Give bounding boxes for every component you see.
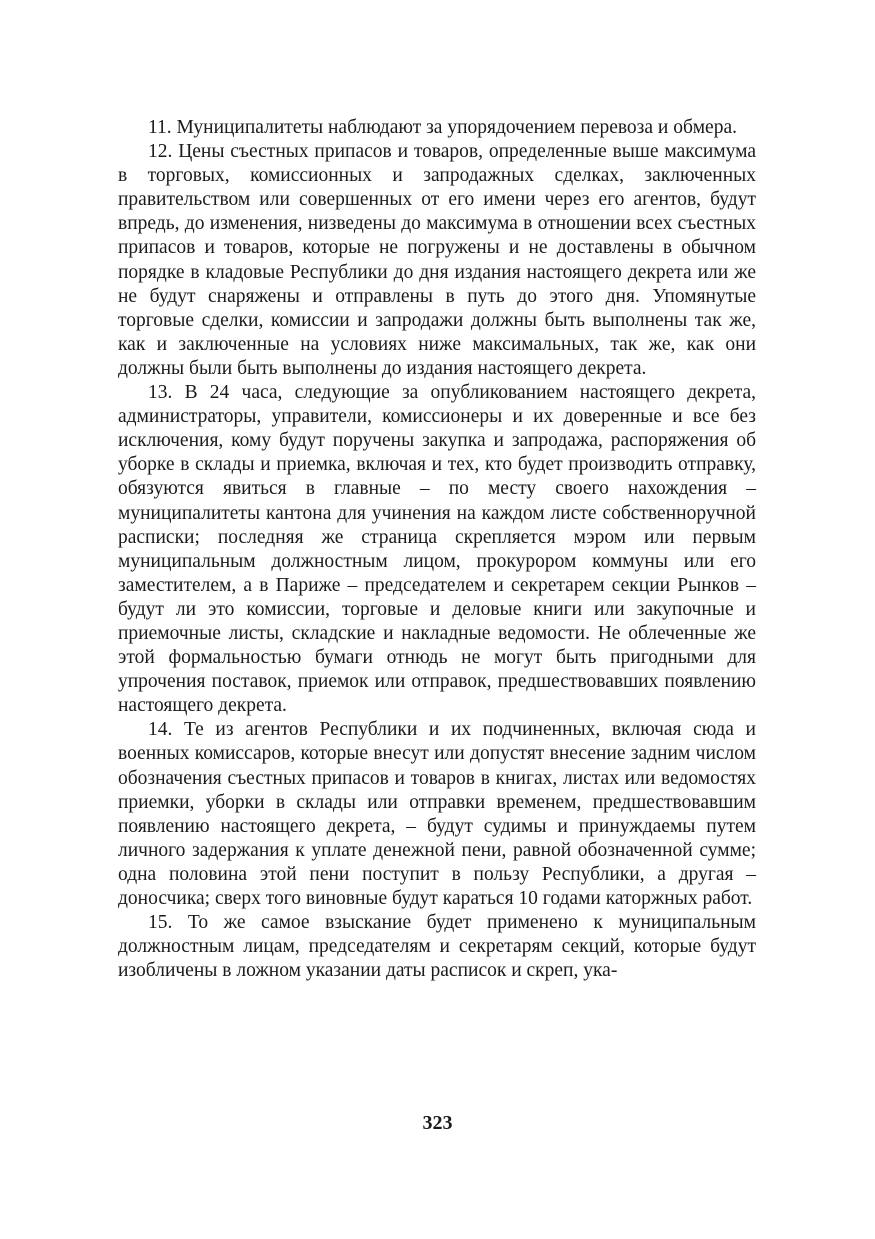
- page-number: 323: [422, 1112, 453, 1134]
- paragraph-15: 15. То же самое взыскание будет применено к муниципальным должностным лицам, председателям и секретарям секций, которые будут изобличены в ложном указании даты расписок и скреп, ука-: [118, 912, 756, 982]
- paragraph-14: 14. Те из агентов Республики и их подчиненных, включая сюда и военных комиссаров, которые внесут или допустят внесение задним числом обозначения съестных припасов и товаров в книгах, листах или ведомостях приемки, уборки в склады или отправки временем, предшествовавшим появлению настоящего декрета, – будут судимы и принуждаемы путем личного задержания к уплате денежной пени, равной обозначенной сумме; одна половина этой пени поступит в пользу Республики, а другая – доносчика; сверх того виновные будут караться 10 годами каторжных работ.: [118, 719, 756, 909]
- paragraph-12: 12. Цены съестных припасов и товаров, определенные выше максимума в торговых, комиссионных и запродажных сделках, заключенных правительством или совершенных от его имени через его агентов, будут впредь, до изменения, низведены до максимума в отношении всех съестных припасов и товаров, которые не погружены и не доставлены в обычном порядке в кладовые Республики до дня издания настоящего декрета или же не будут снаряжены и отправлены в путь до этого дня. Упомянутые торговые сделки, комиссии и запродажи должны быть выполнены так же, как и заключенные на условиях ниже максимальных, так же, как они должны были быть выполнены до издания настоящего декрета.: [118, 141, 756, 379]
- paragraph-11: 11. Муниципалитеты наблюдают за упорядочением перевоза и обмера.: [148, 117, 737, 138]
- paragraph-13: 13. В 24 часа, следующие за опубликованием настоящего декрета, администраторы, управители, комиссионеры и их доверенные и все без исключения, кому будут поручены закупка и запродажа, распоряжения об уборке в склады и приемка, включая и тех, кто будет производить отправку, обязуются явиться в главные – по месту своего нахождения – муниципалитеты кантона для учинения на каждом листе собственноручной расписки; последняя же страница скрепляется мэром или первым муниципальным должностным лицом, прокурором коммуны или его заместителем, а в Париже – председателем и секретарем секции Рынков – будут ли это комиссии, торговые и деловые книги или закупочные и приемочные листы, складские и накладные ведомости. Не облеченные же этой формальностью бумаги отнюдь не могут быть пригодными для упрочения поставок, приемок или отправок, предшествовавших появлению настоящего декрета.: [118, 382, 756, 717]
- document-body: [118, 116, 756, 983]
